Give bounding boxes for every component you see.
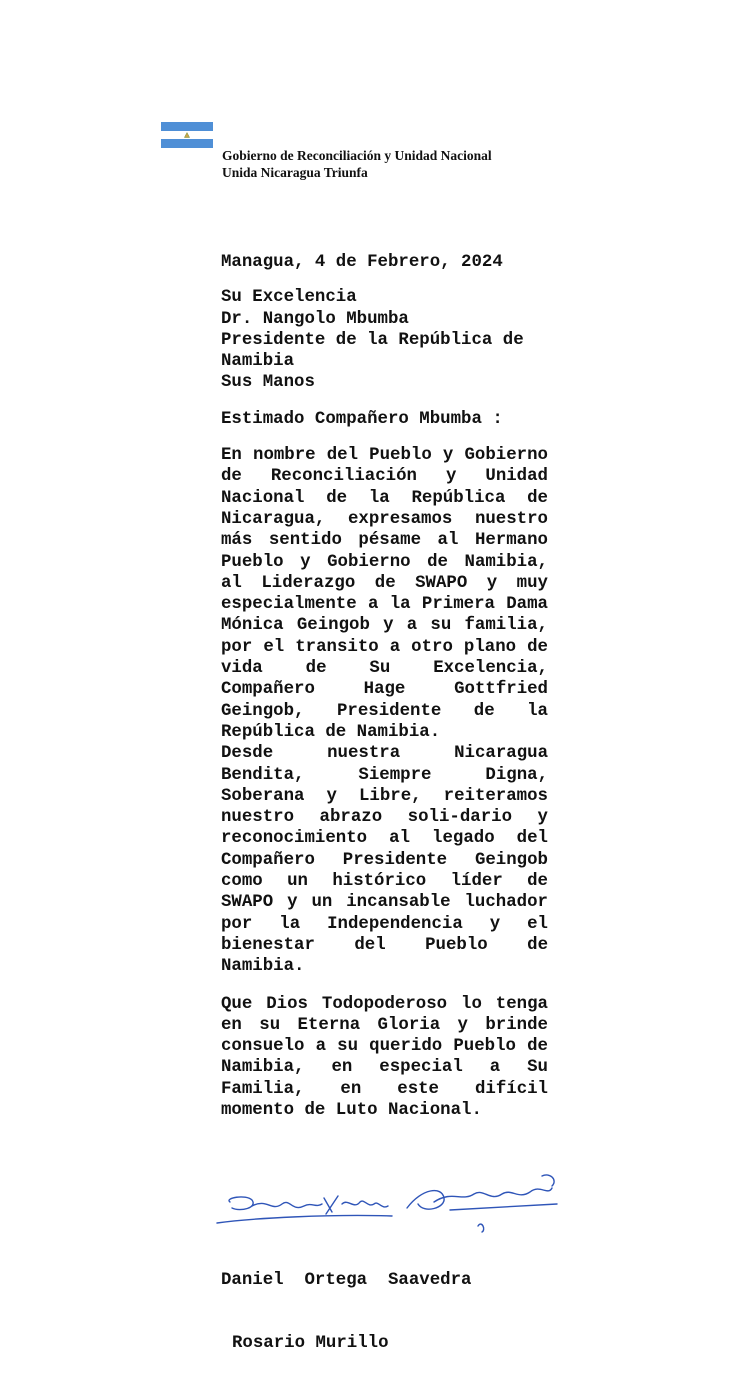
signature-rosario-murillo	[407, 1175, 557, 1232]
signatory-rosario-murillo: Rosario Murillo	[232, 1334, 389, 1354]
tribute-paragraph: Desde nuestra Nicaragua Bendita, Siempre Digna, Soberana y Libre, reiteramos nuestro abrazo soli-dario y reconocimiento al legado del Compañero Presidente Geingob como un histórico líder de SWAPO y un incansable luchador por la Independencia y el bienestar del Pueblo de Namibia.	[221, 744, 548, 977]
government-header	[222, 147, 492, 181]
recipient-position: Presidente de la República de Namibia	[221, 330, 524, 372]
letter-body	[221, 252, 548, 1121]
recipient-address: Sus Manos	[221, 373, 315, 393]
signatory-daniel-ortega: Daniel Ortega Saavedra	[221, 1270, 472, 1290]
letter-greeting: Estimado Compañero Mbumba :	[221, 409, 503, 429]
signature-daniel-ortega	[217, 1196, 392, 1223]
flag-top-band	[161, 122, 213, 131]
flag-middle-band	[161, 131, 213, 140]
coat-of-arms-icon	[184, 132, 190, 138]
recipient-title: Su Excelencia	[221, 288, 357, 308]
government-slogan: Unida Nicaragua Triunfa	[222, 165, 368, 180]
recipient-name: Dr. Nangolo Mbumba	[221, 309, 409, 329]
closing-paragraph: Que Dios Todopoderoso lo tenga en su Eterna Gloria y brinde consuelo a su querido Pueblo de Namibia, en especial a Su Familia, en este difícil momento de Luto Nacional.	[221, 994, 548, 1120]
nicaragua-flag-icon	[161, 122, 213, 148]
letter-date: Managua, 4 de Febrero, 2024	[221, 253, 503, 272]
signature-names	[221, 1227, 471, 1376]
flag-bottom-band	[161, 139, 213, 148]
recipient-block	[221, 287, 548, 393]
condolence-paragraph: En nombre del Pueblo y Gobierno de Reconciliación y Unidad Nacional de la República de Nicaragua, expresamos nuestro más sentido pésame al Hermano Pueblo y Gobierno de Namibia, al Liderazgo de SWAPO y muy especialmente a la Primera Dama Mónica Geingob y a su familia, por el transito a otro plano de vida de Su Excelencia, Compañero Hage Gottfried Geingob, Presidente de la República de Namibia.	[221, 446, 548, 742]
government-name: Gobierno de Reconciliación y Unidad Nacional	[222, 148, 492, 163]
